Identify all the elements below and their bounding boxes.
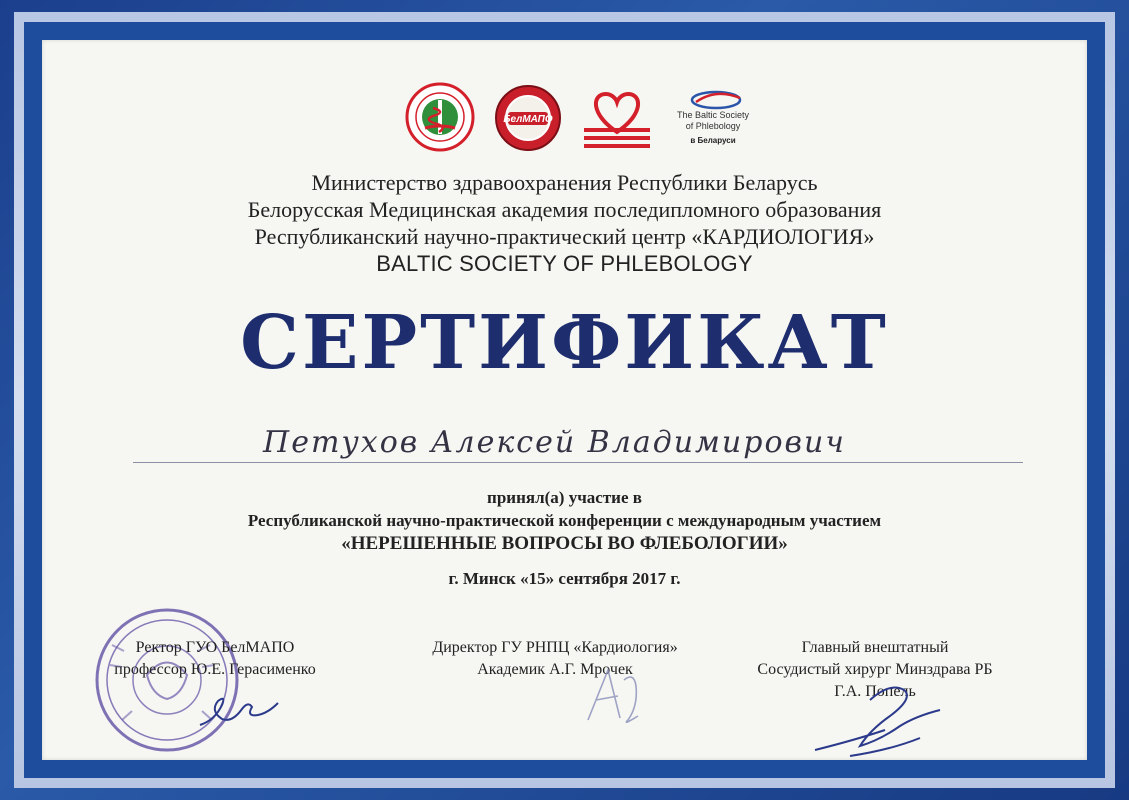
cardiology-heart-icon [580, 88, 654, 150]
belmapo-emblem-icon [494, 84, 562, 152]
ministry-health-emblem-icon [405, 82, 475, 152]
participation-text: принял(а) участие в [487, 488, 642, 507]
place-date: г. Минск «15» сентября 2017 г. [448, 569, 681, 588]
baltic-logo-line2: of Phlebology [685, 121, 741, 131]
organizer-belmapo: Белорусская Медицинская академия последипломного образования [247, 197, 882, 222]
director-signature [578, 660, 658, 730]
organizer-baltic: BALTIC SOCIETY OF PHLEBOLOGY [376, 251, 753, 276]
signatory-surgeon-title: Главный внештатный [801, 639, 949, 656]
baltic-logo-line3: в Беларуси [690, 136, 736, 145]
baltic-logo-line1: The Baltic Society [676, 110, 750, 120]
signatory-rector-name: профессор Ю.Е. Герасименко [114, 661, 316, 678]
certificate-title: СЕРТИФИКАТ [240, 300, 889, 386]
signatory-director-title: Директор ГУ РНПЦ «Кардиология» [432, 639, 678, 656]
recipient-name: Петухов Алексей Владимирович [263, 425, 846, 460]
signatory-surgeon-name: Г.А. Попель [834, 683, 916, 700]
svg-text:БелМАПО: БелМАПО [503, 114, 553, 125]
signatory-surgeon-position: Сосудистый хирург Минздрава РБ [757, 661, 993, 678]
baltic-swoosh-icon [686, 88, 746, 110]
signatory-rector-title: Ректор ГУО БелМАПО [135, 639, 295, 656]
signatory-director-name: Академик А.Г. Мрочек [477, 661, 633, 678]
rector-signature [195, 690, 285, 735]
organizer-ministry: Министерство здравоохранения Республики Беларусь [311, 170, 818, 195]
event-title: «НЕРЕШЕННЫЕ ВОПРОСЫ ВО ФЛЕБОЛОГИИ» [341, 533, 788, 554]
baltic-society-logo [668, 88, 758, 152]
organizer-cardiology: Республиканский научно-практический центр «КАРДИОЛОГИЯ» [254, 224, 875, 249]
signatory-rector [95, 637, 335, 681]
event-description: Республиканской научно-практической конференции с международным участием [247, 511, 882, 530]
surgeon-signature [810, 680, 960, 760]
name-underline [133, 462, 1023, 463]
